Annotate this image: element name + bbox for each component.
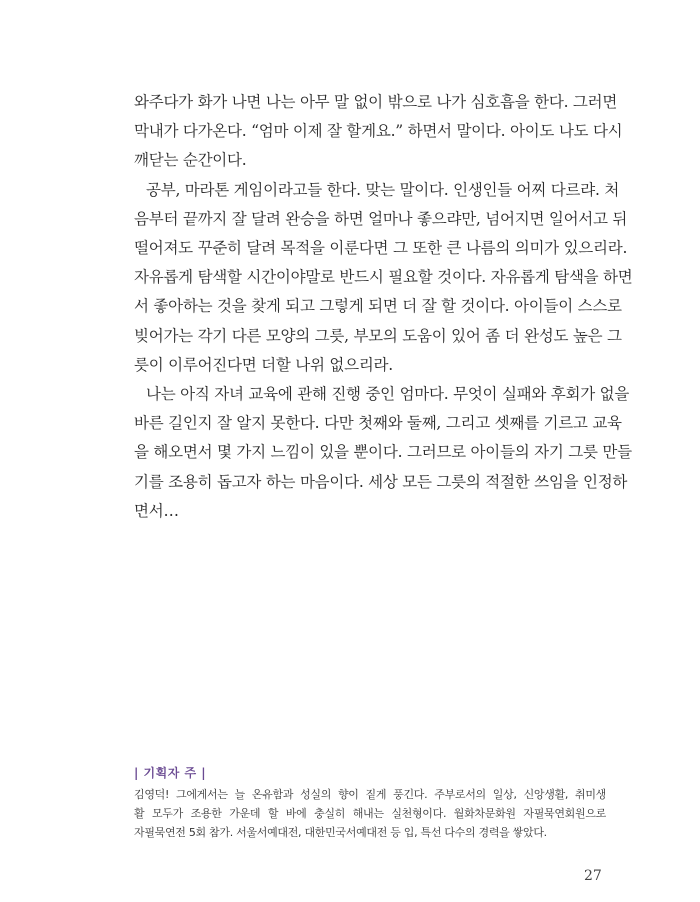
body-text — [134, 88, 633, 526]
body-line: 바른 길인지 잘 알지 못한다. 다만 첫째와 둘째, 그리고 셋째를 기르고 교육 — [134, 414, 622, 433]
body-line: 빚어가는 각기 다른 모양의 그릇, 부모의 도움이 있어 좀 더 완성도 높은 그 — [134, 326, 622, 345]
planner-note-line: 김영덕! 그에게서는 늘 온유함과 성실의 향이 짙게 풍긴다. 주부로서의 일상, 신앙생활, 취미생 — [134, 788, 606, 801]
body-line: 자유롭게 탐색할 시간이야말로 반드시 필요할 것이다. 자유롭게 탐색을 하면 — [134, 268, 633, 287]
body-line: 음부터 끝까지 잘 달려 완승을 하면 얼마나 좋으랴만, 넘어지면 일어서고 뒤 — [134, 209, 628, 228]
page-number: 27 — [584, 868, 602, 884]
body-line: 공부, 마라톤 게임이라고들 한다. 맞는 말이다. 인생인들 어찌 다르랴. 처 — [146, 180, 620, 199]
body-line: 기를 조용히 돕고자 하는 마음이다. 세상 모든 그릇의 적절한 쓰임을 인정하 — [134, 472, 628, 491]
body-line: 서 좋아하는 것을 찾게 되고 그렇게 되면 더 잘 할 것이다. 아이들이 스스로 — [134, 297, 622, 316]
body-line: 면서… — [134, 501, 179, 520]
body-line: 나는 아직 자녀 교육에 관해 진행 중인 엄마다. 무엇이 실패와 후회가 없을 — [146, 385, 630, 404]
body-line: 깨닫는 순간이다. — [134, 151, 247, 170]
body-line: 릇이 이루어진다면 더할 나위 없으리라. — [134, 355, 393, 374]
body-line: 을 해오면서 몇 가지 느낌이 있을 뿐이다. 그러므로 아이들의 자기 그릇 만들 — [134, 443, 632, 462]
planner-note — [134, 764, 606, 842]
body-line: 와주다가 화가 나면 나는 아무 말 없이 밖으로 나가 심호흡을 한다. 그러면 — [134, 93, 618, 111]
body-line: 막내가 다가온다. “엄마 이제 잘 할게요.” 하면서 말이다. 아이도 나도 다시 — [134, 122, 623, 141]
planner-note-line: 활 모두가 조용한 가운데 할 바에 충실히 해내는 실천형이다. 월화차문화원 자필묵연회원으로 — [134, 807, 606, 820]
body-line: 떨어져도 꾸준히 달려 목적을 이룬다면 그 또한 큰 나름의 의미가 있으리라. — [134, 239, 628, 258]
planner-note-line: 자필묵연전 5회 참가. 서울서예대전, 대한민국서예대전 등 입, 특선 다수의 경력을 쌓았다. — [134, 826, 547, 839]
planner-note-title: | 기획자 주 | — [134, 766, 207, 780]
